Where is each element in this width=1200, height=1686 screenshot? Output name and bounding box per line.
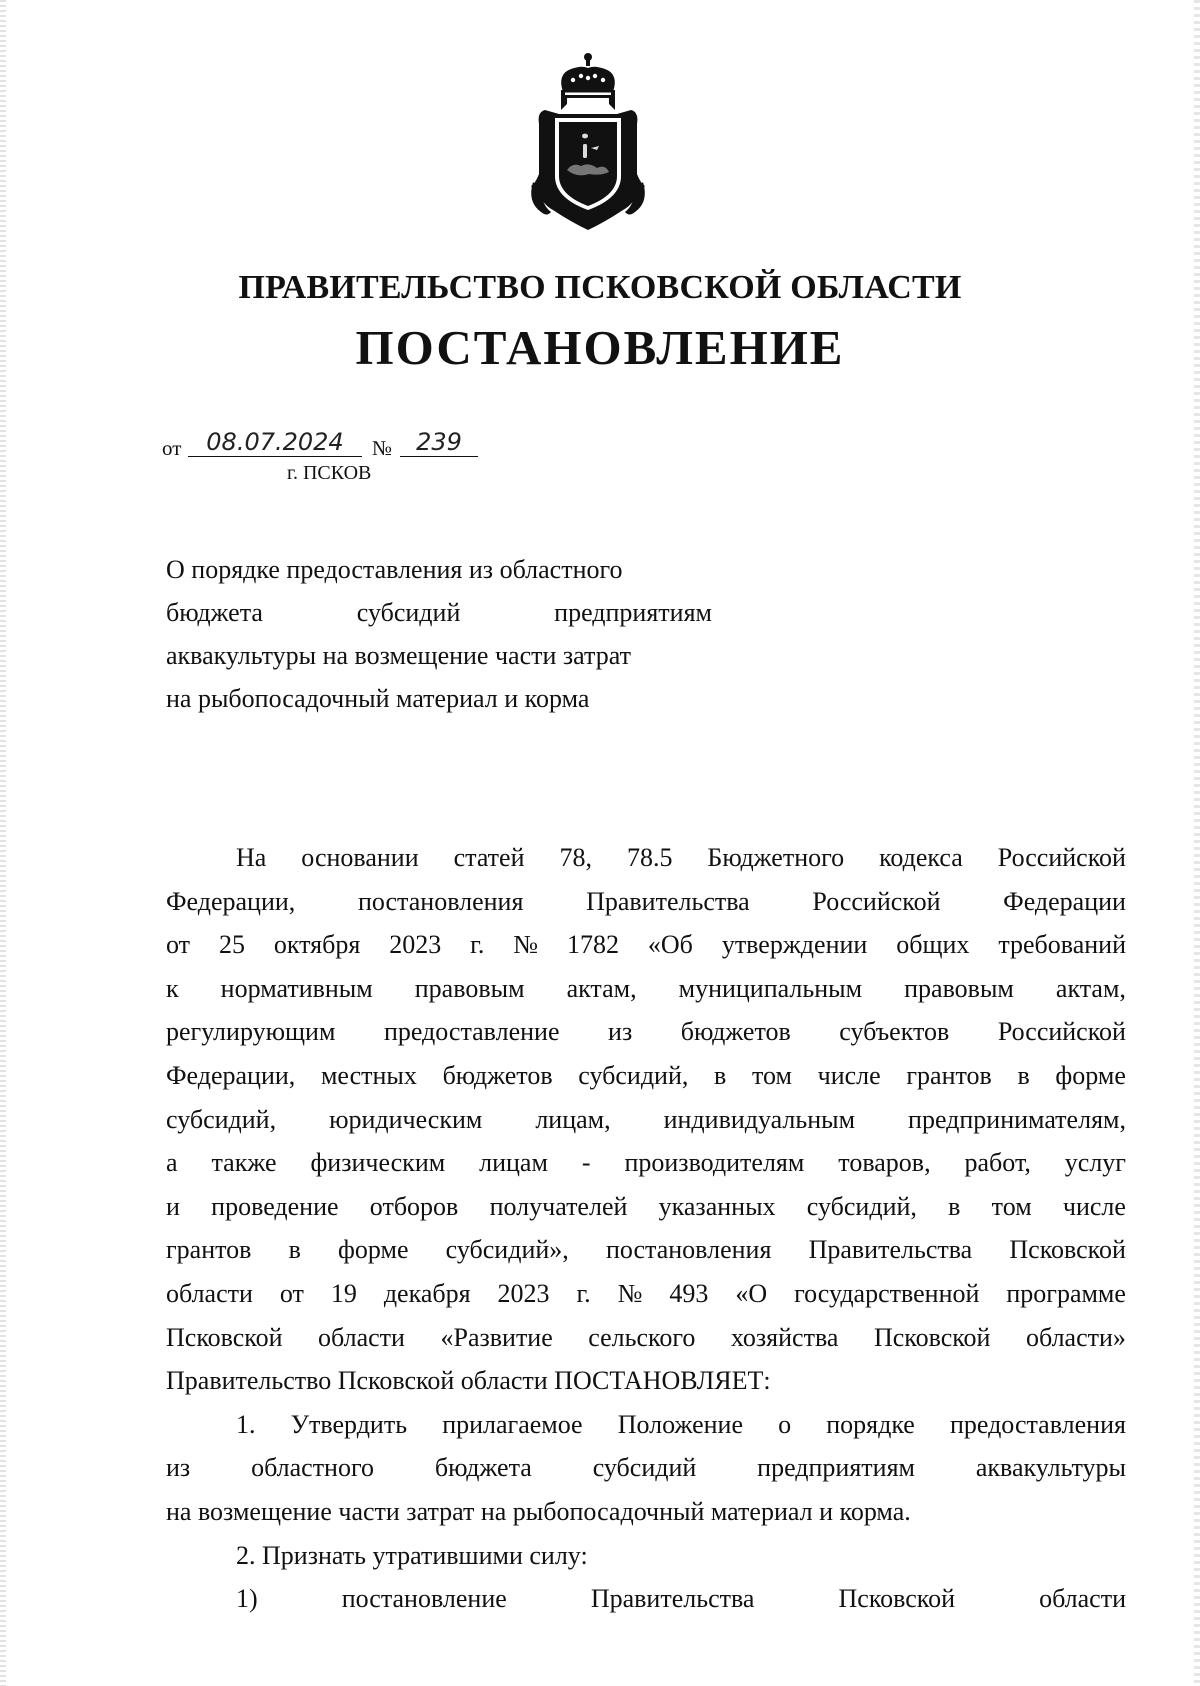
word: требований <box>998 930 1126 960</box>
word: и <box>166 1191 180 1221</box>
scan-edge-right <box>1194 0 1200 1686</box>
word: грантов <box>906 1060 992 1090</box>
word: к <box>166 973 179 1003</box>
word: бюджетов <box>680 1017 791 1047</box>
body-line: на возмещение части затрат на рыбопосадочный материал и корма. <box>166 1496 911 1526</box>
number-value: 239 <box>400 428 478 457</box>
body-line <box>166 1228 1126 1272</box>
date-value: 08.07.2024 <box>188 428 362 457</box>
document-subject <box>166 548 712 720</box>
word: утверждении <box>721 930 868 960</box>
word: аквакультуры <box>975 1453 1126 1483</box>
word: На <box>236 843 267 872</box>
document-type-title: ПОСТАНОВЛЕНИЕ <box>355 320 845 375</box>
word: индивидуальным <box>663 1104 856 1134</box>
government-title: ПРАВИТЕЛЬСТВО ПСКОВСКОЙ ОБЛАСТИ <box>238 269 962 306</box>
word: от <box>166 930 191 960</box>
body-line <box>166 1185 1126 1229</box>
word: программе <box>1006 1278 1126 1308</box>
body-line <box>166 923 1126 967</box>
word: области <box>166 1278 253 1308</box>
date-number-line <box>162 428 522 462</box>
word: г. <box>470 930 485 960</box>
word: Псковской <box>166 1322 283 1352</box>
word: услуг <box>1064 1148 1126 1178</box>
word: актам, <box>1055 973 1126 1003</box>
word: производителям <box>624 1148 805 1178</box>
word: хозяйства <box>730 1322 839 1352</box>
word: общих <box>896 930 970 960</box>
word: предпринимателям, <box>908 1104 1126 1134</box>
word: указанных <box>658 1191 776 1221</box>
word: предприятиям <box>554 598 712 627</box>
word: Российской <box>997 1017 1126 1047</box>
word: Положение <box>617 1409 743 1439</box>
word: - <box>581 1148 591 1178</box>
date-label: от <box>162 436 182 460</box>
word: в <box>714 1060 727 1090</box>
word: 78.5 <box>626 843 673 872</box>
body-line <box>166 1272 1126 1316</box>
body-line <box>166 1054 1126 1098</box>
body-line <box>166 836 1126 880</box>
body-line <box>166 880 1126 924</box>
word: Российской <box>812 886 941 916</box>
word: том <box>752 1060 792 1090</box>
coat-of-arms-emblem <box>527 52 649 234</box>
word: форме <box>338 1235 409 1265</box>
word: Псковской <box>873 1322 991 1352</box>
word: правовым <box>904 973 1014 1003</box>
word: 1. <box>236 1409 256 1439</box>
word: области» <box>1026 1322 1126 1352</box>
word: Федерации <box>1003 886 1126 916</box>
word: государственной <box>794 1278 980 1308</box>
word: постановления <box>605 1235 772 1265</box>
word: регулирующим <box>166 1017 336 1047</box>
word: числе <box>817 1060 881 1090</box>
word: прилагаемое <box>442 1409 583 1439</box>
word: из <box>166 1453 191 1483</box>
word: постановления <box>357 886 524 916</box>
word: Правительства <box>590 1584 755 1614</box>
subject-line: аквакультуры на возмещение части затрат <box>166 641 631 670</box>
word: «Об <box>647 930 693 960</box>
word: сельского <box>588 1322 696 1352</box>
word: субсидий <box>592 1453 697 1483</box>
subject-line: О порядке предоставления из областного <box>166 555 623 584</box>
document-body <box>166 836 1126 1621</box>
place-of-issue: г. ПСКОВ <box>287 462 372 484</box>
word: числе <box>1062 1191 1126 1221</box>
word: 493 <box>669 1278 709 1308</box>
word: Федерации, <box>166 1060 296 1090</box>
word: том <box>991 1191 1032 1221</box>
body-line <box>166 1010 1126 1054</box>
word: порядке <box>826 1409 915 1439</box>
word: субсидий», <box>445 1235 569 1265</box>
word: нормативным <box>220 973 373 1003</box>
word: из <box>608 1017 633 1047</box>
word: правовым <box>414 973 525 1003</box>
word: бюджетов <box>442 1060 553 1090</box>
word: 2023 <box>497 1278 550 1308</box>
word: а <box>166 1148 178 1178</box>
word: области <box>318 1322 405 1352</box>
word: декабря <box>383 1278 471 1308</box>
word: актам, <box>566 973 637 1003</box>
word: также <box>211 1148 277 1178</box>
word: 25 <box>218 930 245 960</box>
word: г. <box>576 1278 591 1308</box>
body-line: Правительство Псковской области ПОСТАНОВЛЯЕТ: <box>166 1366 771 1396</box>
word: юридическим <box>329 1104 483 1134</box>
word: 2023 <box>389 930 442 960</box>
word: Утвердить <box>290 1409 408 1439</box>
word: Федерации, <box>166 886 296 916</box>
word: областного <box>251 1453 374 1483</box>
word: предоставления <box>949 1409 1126 1439</box>
word: 19 <box>330 1278 357 1308</box>
word: муниципальным <box>678 973 863 1003</box>
word: Псковской <box>838 1584 956 1614</box>
body-line: 2. Признать утратившими силу: <box>236 1540 588 1570</box>
word: 78, <box>559 843 592 872</box>
subject-line: на рыбопосадочный материал и корма <box>166 684 590 713</box>
body-line <box>166 1577 1126 1621</box>
word: основании <box>301 843 419 872</box>
word: статей <box>453 843 525 872</box>
subject-line <box>166 591 712 634</box>
word: 1) <box>236 1584 258 1614</box>
word: субсидий <box>356 598 461 627</box>
word: в <box>1017 1060 1030 1090</box>
word: Псковской <box>1009 1235 1126 1265</box>
word: проведение <box>211 1191 339 1221</box>
word: «Развитие <box>440 1322 553 1352</box>
word: Правительства <box>586 886 750 916</box>
word: бюджета <box>434 1453 532 1483</box>
word: форме <box>1055 1060 1126 1090</box>
body-line <box>166 967 1126 1011</box>
word: предприятиям <box>757 1453 915 1483</box>
word: области <box>1039 1584 1126 1614</box>
body-line <box>166 1446 1126 1490</box>
word: Правительства <box>808 1235 973 1265</box>
body-line <box>166 1141 1126 1185</box>
word: в <box>948 1191 961 1221</box>
word: предоставление <box>383 1017 560 1047</box>
word: работ, <box>964 1148 1031 1178</box>
word: товаров, <box>838 1148 931 1178</box>
word: постановление <box>341 1584 507 1614</box>
word: отборов <box>369 1191 459 1221</box>
word: субсидий, <box>166 1104 277 1134</box>
word: лицам, <box>535 1104 611 1134</box>
word: субсидий, <box>806 1191 917 1221</box>
word: Бюджетного <box>707 843 845 872</box>
word: 1782 <box>566 930 619 960</box>
word: «О <box>735 1278 768 1308</box>
word: местных <box>320 1060 417 1090</box>
word: грантов <box>166 1235 252 1265</box>
word: кодекса <box>879 843 963 872</box>
body-line <box>166 1098 1126 1142</box>
word: лицам <box>479 1148 548 1178</box>
word: субсидий, <box>578 1060 689 1090</box>
word: получателей <box>489 1191 628 1221</box>
word: от <box>279 1278 304 1308</box>
word: физическим <box>310 1148 446 1178</box>
number-label: № <box>372 436 393 460</box>
scan-edge-left <box>0 0 6 1686</box>
word: Российской <box>997 843 1126 872</box>
body-line <box>166 1316 1126 1360</box>
word: субъектов <box>839 1017 950 1047</box>
word: № <box>617 1278 643 1308</box>
word: октября <box>273 930 361 960</box>
word: № <box>513 930 539 960</box>
body-line <box>166 1403 1126 1447</box>
word: в <box>288 1235 301 1265</box>
word: о <box>778 1409 792 1439</box>
word: бюджета <box>166 598 263 627</box>
